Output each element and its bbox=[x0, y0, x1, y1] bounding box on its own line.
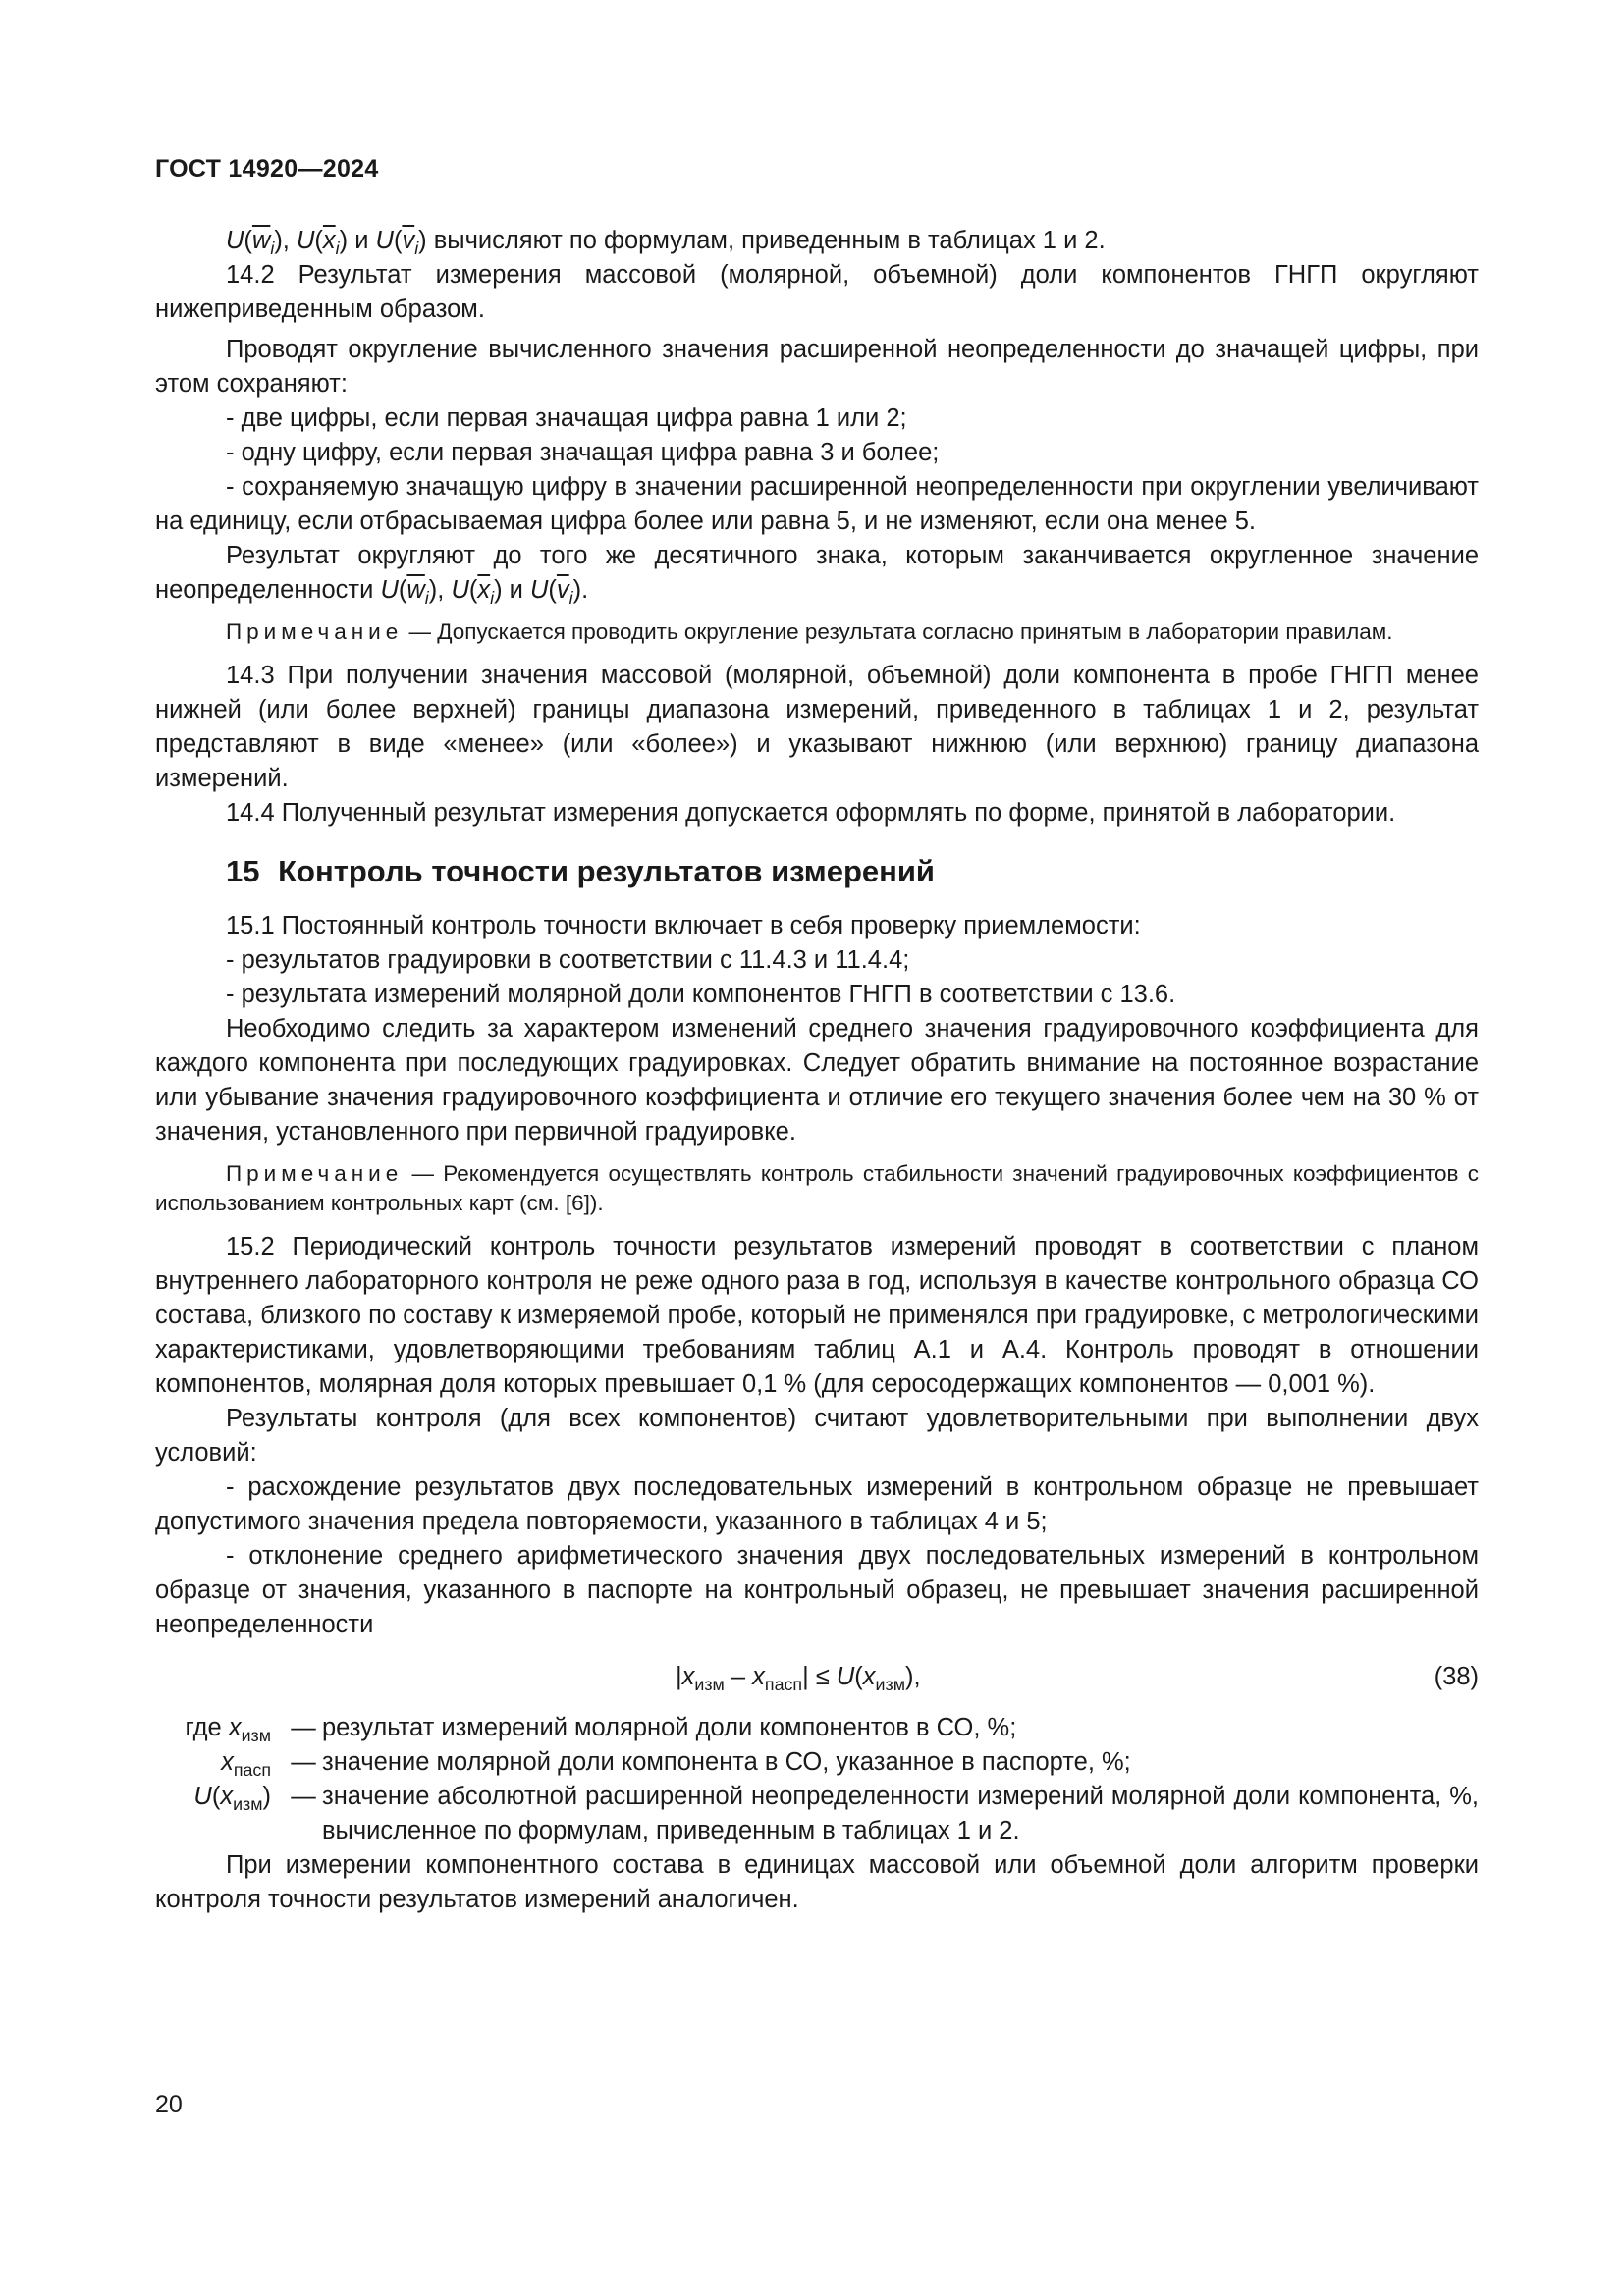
legend-dash: — bbox=[291, 1748, 316, 1776]
equation-number: (38) bbox=[1434, 1663, 1479, 1690]
symbol-x-bar: $\overline{x}$ bbox=[477, 576, 491, 604]
legend-symbol bbox=[155, 1745, 285, 1780]
paragraph-15-1: 15.1 Постоянный контроль точности включает в себя проверку приемлемости: bbox=[226, 912, 1141, 939]
symbol-x-bar: $\overline{x}$ bbox=[322, 227, 336, 254]
subscript-i: i bbox=[490, 588, 495, 609]
subscript-izm: изм bbox=[241, 1726, 271, 1746]
formula-expression bbox=[676, 1660, 921, 1694]
paragraph-14-3: 14.3 При получении значения массовой (молярной, объемной) доли компонента в пробе ГНГП менее нижней (или более верхней) границы диапазона измерений, приведенного в таблицах 1 и 2, результат представляют в виде «менее» (или «более») и указывают нижнюю (или верхнюю) границу диапазона измерений. bbox=[155, 662, 1479, 792]
formula-symbol: ), bbox=[904, 1663, 921, 1690]
list-item-calibration: - результатов градуировки в соответствии с 11.4.3 и 11.4.4; bbox=[226, 946, 910, 974]
symbol-x: x bbox=[228, 1714, 242, 1741]
formula-38 bbox=[155, 1660, 1479, 1699]
paragraph-text: Результат округляют до того же десятичного знака, которым заканчивается округленное значение неопределенности bbox=[155, 542, 1479, 604]
legend-dash: — bbox=[291, 1714, 316, 1741]
section-number: 15 bbox=[226, 854, 260, 888]
legend-intro: где bbox=[185, 1714, 229, 1741]
paragraph-14-4: 14.4 Полученный результат измерения допускается оформлять по форме, принятой в лаборатории. bbox=[226, 799, 1396, 827]
legend-dash: — bbox=[291, 1783, 316, 1810]
paragraph-final: При измерении компонентного состава в единицах массовой или объемной доли алгоритм проверки контроля точности результатов измерений аналогичен. bbox=[155, 1851, 1479, 1913]
separator: ). bbox=[572, 576, 589, 604]
formula-symbol: ) bbox=[262, 1783, 271, 1810]
note-label: Примечание bbox=[226, 1161, 404, 1186]
symbol-u: U bbox=[296, 227, 315, 254]
formula-symbol: | ≤ bbox=[802, 1663, 837, 1690]
symbol-u: U bbox=[529, 576, 549, 604]
formula-symbol: ( bbox=[854, 1663, 863, 1690]
list-item-divergence: - расхождение результатов двух последовательных измерений в контрольном образце не превышает допустимого значения предела повторяемости, указанного в таблицах 4 и 5; bbox=[155, 1473, 1479, 1535]
document-body bbox=[155, 224, 1479, 1917]
subscript-izm: изм bbox=[694, 1675, 725, 1695]
subscript-i: i bbox=[424, 588, 429, 609]
symbol-u: U bbox=[836, 1663, 855, 1690]
formula-symbol: – bbox=[724, 1663, 753, 1690]
formula-legend bbox=[155, 1711, 1479, 1848]
symbol-u: U bbox=[451, 576, 469, 604]
paragraph-result-rounding: Результат округляют до того же десятичного знака, которым заканчивается округленное значение неопределенности $U(\overline{w}_i)$, $U(\overline{x}_i)$ и $U(\overline{v}_i)$. bbox=[155, 542, 1479, 609]
subscript-i: i bbox=[568, 588, 573, 609]
paragraph-rounding: Проводят округление вычисленного значения расширенной неопределенности до значащей цифры, при этом сохраняют: bbox=[155, 336, 1479, 398]
paragraph-15-2: 15.2 Периодический контроль точности результатов измерений проводят в соответствии с планом внутреннего лабораторного контроля не реже одного раза в год, используя в качестве контрольного образца СО состава, близкого по составу к измеряемой пробе, который не применялся при градуировке, с метрологическими характеристиками, удовлетворяющими требованиям таблиц А.1 и А.4. Контроль проводят в отношении компонентов, молярная доля которых превышает 0,1 % (для серосодержащих компонентов — 0,001 %). bbox=[155, 1233, 1479, 1398]
list-item-two-digits: - две цифры, если первая значащая цифра равна 1 или 2; bbox=[226, 404, 907, 432]
subscript-i: i bbox=[335, 239, 340, 259]
symbol-x: x bbox=[221, 1748, 234, 1776]
legend-symbol bbox=[155, 1711, 285, 1745]
symbol-v-bar: $\overline{v}$ bbox=[402, 227, 415, 254]
note-control-charts bbox=[155, 1159, 1479, 1218]
page-number: 20 bbox=[155, 2091, 183, 2118]
paragraph-control-results: Результаты контроля (для всех компонентов) считают удовлетворительными при выполнении двух условий: bbox=[155, 1405, 1479, 1467]
subscript-i: i bbox=[414, 239, 419, 259]
symbol-x: x bbox=[220, 1783, 234, 1810]
paragraph-14-2: 14.2 Результат измерения массовой (молярной, объемной) доли компонентов ГНГП округляют нижеприведенным образом. bbox=[155, 261, 1479, 323]
subscript-pasp: пасп bbox=[764, 1675, 803, 1695]
paragraph-monitoring: Необходимо следить за характером изменений среднего значения градуировочного коэффициента для каждого компонента при последующих градуировках. Следует обратить внимание на постоянное возрастание или убывание значения градуировочного коэффициента и отличие его текущего значения более чем на 30 % от значения, установленного при первичной градуировке. bbox=[155, 1015, 1479, 1146]
document-code-header: ГОСТ 14920—2024 bbox=[155, 155, 379, 183]
separator: ), bbox=[428, 576, 452, 604]
legend-description: значение молярной доли компонента в СО, указанное в паспорте, %; bbox=[322, 1748, 1131, 1776]
legend-description: значение абсолютной расширенной неопределенности измерений молярной доли компонента, %, вычисленное по формулам, приведенным в таблицах 1 и 2. bbox=[322, 1783, 1479, 1844]
separator: ), bbox=[274, 227, 297, 254]
list-item-keep-digit: - сохраняемую значащую цифру в значении расширенной неопределенности при округлении увеличивают на единицу, если отбрасываемая цифра более или равна 5, и не изменяют, если она менее 5. bbox=[155, 473, 1479, 535]
symbol-w-bar: $\overline{w}$ bbox=[251, 227, 271, 254]
symbol-x: x bbox=[862, 1663, 876, 1690]
list-item-deviation: - отклонение среднего арифметического значения двух последовательных измерений в контрольном образце от значения, указанного в паспорте на контрольный образец, не превышает значения расширенной неопределенности bbox=[155, 1542, 1479, 1638]
paragraph-text: ) вычисляют по формулам, приведенным в таблицах 1 и 2. bbox=[418, 227, 1106, 254]
subscript-izm: изм bbox=[233, 1794, 263, 1815]
symbol-u: U bbox=[375, 227, 394, 254]
list-item-one-digit: - одну цифру, если первая значащая цифра равна 3 и более; bbox=[226, 439, 940, 466]
paragraph-uncertainty-formulas: $U(\overline{w}_i)$, $U(\overline{x}_i)$ и $U(\overline{v}_i)$ вычисляют по формулам, приведенным в таблицах 1 и 2. bbox=[226, 227, 1106, 259]
symbol-u: U bbox=[193, 1783, 212, 1810]
note-rounding bbox=[155, 617, 1479, 647]
symbol-u: U bbox=[380, 576, 399, 604]
symbol-w-bar: $\overline{w}$ bbox=[406, 576, 425, 604]
section-title: Контроль точности результатов измерений bbox=[278, 854, 935, 888]
symbol-x: x bbox=[681, 1663, 695, 1690]
legend-symbol bbox=[155, 1780, 285, 1848]
formula-symbol: | bbox=[676, 1663, 682, 1690]
legend-description: результат измерений молярной доли компонентов в СО, %; bbox=[322, 1714, 1017, 1741]
subscript-i: i bbox=[270, 239, 275, 259]
separator: ) и bbox=[339, 227, 376, 254]
list-item-measurement: - результата измерений молярной доли компонентов ГНГП в соответствии с 13.6. bbox=[226, 981, 1176, 1008]
symbol-x: x bbox=[752, 1663, 765, 1690]
note-text: — Допускается проводить округление результата согласно принятым в лаборатории правилам. bbox=[403, 619, 1393, 644]
note-label: Примечание bbox=[226, 619, 404, 644]
note-text: — Рекомендуется осуществлять контроль стабильности значений градуировочных коэффициентов с использованием контрольных карт (см. [6]). bbox=[155, 1161, 1479, 1215]
symbol-v-bar: $\overline{v}$ bbox=[556, 576, 569, 604]
formula-symbol: ( bbox=[211, 1783, 221, 1810]
symbol-u: U bbox=[226, 227, 244, 254]
separator: ) и bbox=[494, 576, 530, 604]
section-heading-15 bbox=[226, 852, 1479, 891]
subscript-pasp: пасп bbox=[233, 1760, 271, 1781]
subscript-izm: изм bbox=[875, 1675, 905, 1695]
